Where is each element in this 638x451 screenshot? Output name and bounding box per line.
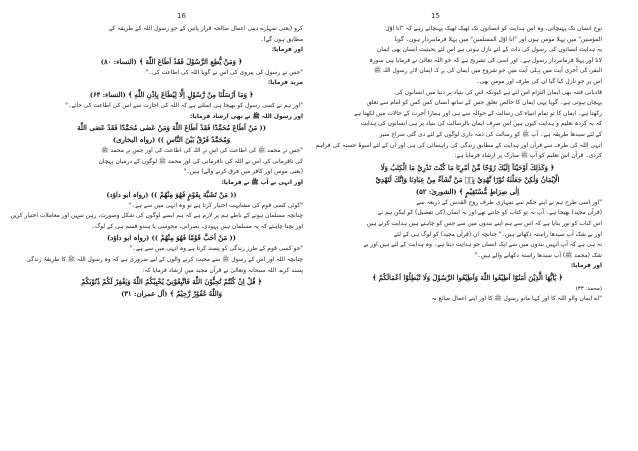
- text-line: البقرہ کی آخری آیت میں پہلی آیت میں جو شروع میں ایمان کی ہے کہ ایمان لائے رسول اللہ ﷺ: [374, 68, 602, 75]
- arabic-verse-line: اِلٰى صِرَاطٍ مُّسْتَقِيْمٍ ﴾ (الشوریٰ: ۵۲): [415, 187, 520, 196]
- section-heading: اور رسول اللہ ﷺ نے بھی ارشاد فرمایا:: [190, 113, 303, 120]
- arabic-verse-line: الْاِيْمَانُ وَلٰكِنْ جَعَلْنٰهُ نُوْرًا نَّهْدِيْ بِهٖ مَنْ نَّشَآءُ مِنْ عِبَادِنَا وَاِنَّكَ لَتَهْدِيْٓ: [375, 175, 560, 184]
- page-body: [10, 24, 303, 300]
- section-heading: مزید فرمایا:: [267, 80, 303, 87]
- text-line: چنانچہ مسلمان ہونے کے ناطے ہم پر لازم ہے کہ ہم ایسے لوگوں کی شکل وصورت، رہن سہن اور معاملات اختیار کریں: [10, 213, 303, 220]
- text-line: (قرآن مجید) بھیجا ہے۔ آپ نہ تو کتاب کو جانتے تھے اور نہ ایمان (کی تفصیل) کو لیکن ہم نے: [377, 210, 602, 217]
- text-line: "جس نے رسول کی پیروی کی اس نے گویا اللہ کی اطاعت کی۔": [145, 69, 303, 76]
- text-line: کرو (یعنی تمہارے دینی اعمال صالحہ قرار پائیں کے جو رسول اللہ کے طریقہ کے: [109, 26, 303, 32]
- text-line: "اے ایمان والو اللہ کا اور کہا مانو رسول ﷺ کا اور اپنے اعمال ضائع نہ: [431, 296, 602, 303]
- text-line: (یعنی مومن اور کافر میں فرق کرنے والے) ہیں۔": [183, 169, 303, 176]
- section-heading: اور فرمایا:: [570, 263, 602, 270]
- text-line: یہ ہدایت انسانوں کی رسول کی ذات کے لئے نازل ہوتی ہے اس لئے بحیثیت انسان بھی ایمان: [376, 47, 602, 54]
- arabic-verse-line: ﴿ وَمَنْ يُّطِعِ الرَّسُوْلَ فَقَدْ اَطَاعَ اللّٰهَ ﴾ (النساء: ۸۰): [100, 57, 243, 66]
- text-line: "جو کسی قوم کے طرز زندگی کو پسند کرتا ہے وہ انہی میں سے ہے۔": [129, 246, 303, 253]
- arabic-verse-line: وَمُحَمَّدٌ فَرْقٌ بَيْنَ النَّاسِ )) (رواہ البخاری): [112, 136, 231, 145]
- text-line: قادیانی فتنہ بھی ایمان التزام اس لئے ہے کیونکہ اس کی بنیاد پر دنیا میں انسانوں کی: [395, 89, 602, 96]
- text-line: نہ ہی ہے کہ آپ انہیں بندوں میں سے ایک انسان جو ہدایت دیتا ہے۔ وہ ہدایت کے لئے ہیں اور بے: [363, 242, 602, 249]
- arabic-verse-line: (( مَنْ اَطَاعَ مُحَمَّدًا فَقَدْ اَطَاعَ اللّٰهَ وَمَنْ عَصٰى مُحَمَّدًا فَقَدْ عَصَى اللّٰهَ: [77, 124, 266, 133]
- text-line: اور بچنا چاہئے کہ یہ مسلمان ہیں یہودی، نصرانی، مجوسی یا ہندو قسم ہی کے لوگ۔: [91, 223, 303, 230]
- text-line: "اور ہم نے کسی رسول کو بھیجا ہی اسلئے ہے کہ اللہ کی اجازت سے اس کی اطاعت کی جائے۔": [65, 102, 303, 109]
- citation: (محمد: ۳۳): [575, 285, 602, 292]
- arabic-verse-line: (( مَنْ اَحَبَّ قَوْمًا فَهُوَ مِنْهُمْ )) (رواہ ابو داؤد): [107, 234, 236, 243]
- text-line: انہی اللہ کی طرف سے قرآن اور ہدایت کے مطابق زندگی کی راہنمائی کی ہی اور ان کے لئے اسوۂ حسنہ کی فراہم: [315, 142, 602, 149]
- page-number: 15: [431, 12, 440, 20]
- arabic-verse-line: وَاللّٰهُ غَفُوْرٌ رَّحِيْمٌ ﴾ (آل عمران: ۳۱): [121, 290, 222, 299]
- text-line: "اور اسی طرح ہم نے اپنے حکم سے تمہاری طرف روح القدس کے ذریعہ سے: [416, 199, 602, 206]
- text-line: پسند کرے، اللہ سبحانہ وتعالیٰ نے قرآن مجید میں ارشاد فرمایا کہ:: [142, 267, 303, 274]
- text-line: کی نافرمانی کی اس نے اللہ کی نافرمانی کی اور محمد ﷺ لوگوں کے درمیان پہچان: [98, 158, 303, 165]
- text-line: چنانچہ اللہ اور اس کے رسول ﷺ سے محبت کرنے والوں کے لیے ضروری ہے کہ وہ رسول اللہ ﷺ کا طریقۂ زندگی: [26, 256, 303, 263]
- arabic-verse-line: (( مَنْ تَشَبَّهَ بِقَوْمٍ فَهُوَ مِنْهُمْ )) (رواہ ابو داؤد): [106, 190, 237, 199]
- arabic-verse-line: ﴿ قُلْ اِنْ كُنْتُمْ تُحِبُّوْنَ اللّٰهَ فَاتَّبِعُوْنِيْ يُحْبِبْكُمُ اللّٰهُ وَيَغْفِرْ لَكُمْ ذُنُوْبَكُمْ: [81, 278, 262, 287]
- section-heading: اور فرمایا:: [271, 47, 303, 54]
- text-line: رکھتا ہے۔ ایمان کا تو تمام انبیاء کی رسالت کے حوالہ سے ہی اور ہمارا آخرت کے حالات میں لکھنا ہے: [354, 110, 602, 117]
- page-number: 16: [177, 12, 186, 20]
- text-line: اس پر جو نازل کیا گیا ان کی طرف اور مومن بھی۔: [476, 78, 602, 85]
- page-right: [315, 0, 638, 451]
- text-line: کردی۔ قرآن اس تعلیم کو آپ ﷺ مبارک پر ارشاد فرمایا ہے:: [454, 153, 602, 160]
- text-line: لانا اور پہلا فرمانبردار رسول ہے۔ اور اسی کی تشریح ہے کہ جو اللہ تعالیٰ نے فرمایا ہی سورۃ: [369, 57, 602, 64]
- text-line: پہچان ہوتی ہے۔ گویا یہی ایمان کا خالص تعلق جس کے ساتھ انسان کس کس کو امام سے تعلق: [366, 100, 602, 107]
- text-line: شک (محمد ﷺ) آپ سیدھا راستہ دکھانے والے ہیں۔": [474, 252, 602, 259]
- text-line: مطابق ہوں گے)۔: [260, 36, 303, 43]
- arabic-verse-line: ﴿ وَمَا اَرْسَلْنَا مِنْ رَّسُوْلٍ اِلَّا لِيُطَاعَ بِاِذْنِ اللّٰهِ ﴾ (النساء: ۶۴): [89, 90, 254, 99]
- text-line: اور بے شک آپ سیدھا راستہ دکھاتے ہیں۔" چنانچہ ان (قرآن مجید) کو لوگ ہی کے لئے: [393, 231, 602, 238]
- page-body: [315, 24, 602, 305]
- text-line: نوح انسان تک پہنچائی، وہ اس ہدایت کو انسانوں تک ٹھیک ٹھیک پہنچائے رہے کہ "انا اوّل: [385, 26, 602, 32]
- text-line: "کوئی کسی قوم کی مشابہت اختیار کرتا ہے تو وہ انہی میں سے ہے۔": [128, 202, 303, 209]
- text-line: کے لئے سیدھا طریقہ ہے۔ آپ ﷺ کو رسالت کی ذمہ داری لوگوں کے لئے دی گئی سراج منیر: [379, 131, 602, 138]
- text-line: "جس نے محمد ﷺ کی اطاعت کی اس نے اللہ کی اطاعت کی اور جس نے محمد ﷺ: [101, 148, 303, 155]
- text-line: اس کتاب کو نور بنایا ہے کہ اس سے ہم اپنے بندوں میں سے جس کو چاہتے ہیں ہدایت کرتے ہیں: [366, 220, 602, 227]
- arabic-verse-line: ﴿ وَكَذٰلِكَ اَوْحَيْنَآ اِلَيْكَ رُوْحًا مِّنْ اَمْرِنَا مَا كُنْتَ تَدْرِيْ مَا الْكِتٰبُ وَلَا: [380, 163, 555, 172]
- section-heading: اور انہی نے آپ ﷺ نے فرمایا:: [221, 179, 303, 186]
- text-line: کہ یہ کردہ تعلیم و ہدایت کیوں ہیں اس صرف ایمان بالرسالت کی بنیاد پر ہی انسانوں کی ہدایت: [360, 121, 602, 128]
- text-line: المؤمنین" میں پہلا مومن ہوں اور "انا اوّل المسلمین" میں پہلا فرمانبردار ہوں۔ گویا: [394, 36, 602, 43]
- arabic-verse-line: ﴿ يٰٓاَيُّهَا الَّذِيْنَ اٰمَنُوْٓا اَطِيْعُوا اللّٰهَ وَاَطِيْعُوا الرَّسُوْلَ وَلَا تُبْطِلُوْٓا اَعْمَالَكُمْ ﴾: [372, 273, 563, 282]
